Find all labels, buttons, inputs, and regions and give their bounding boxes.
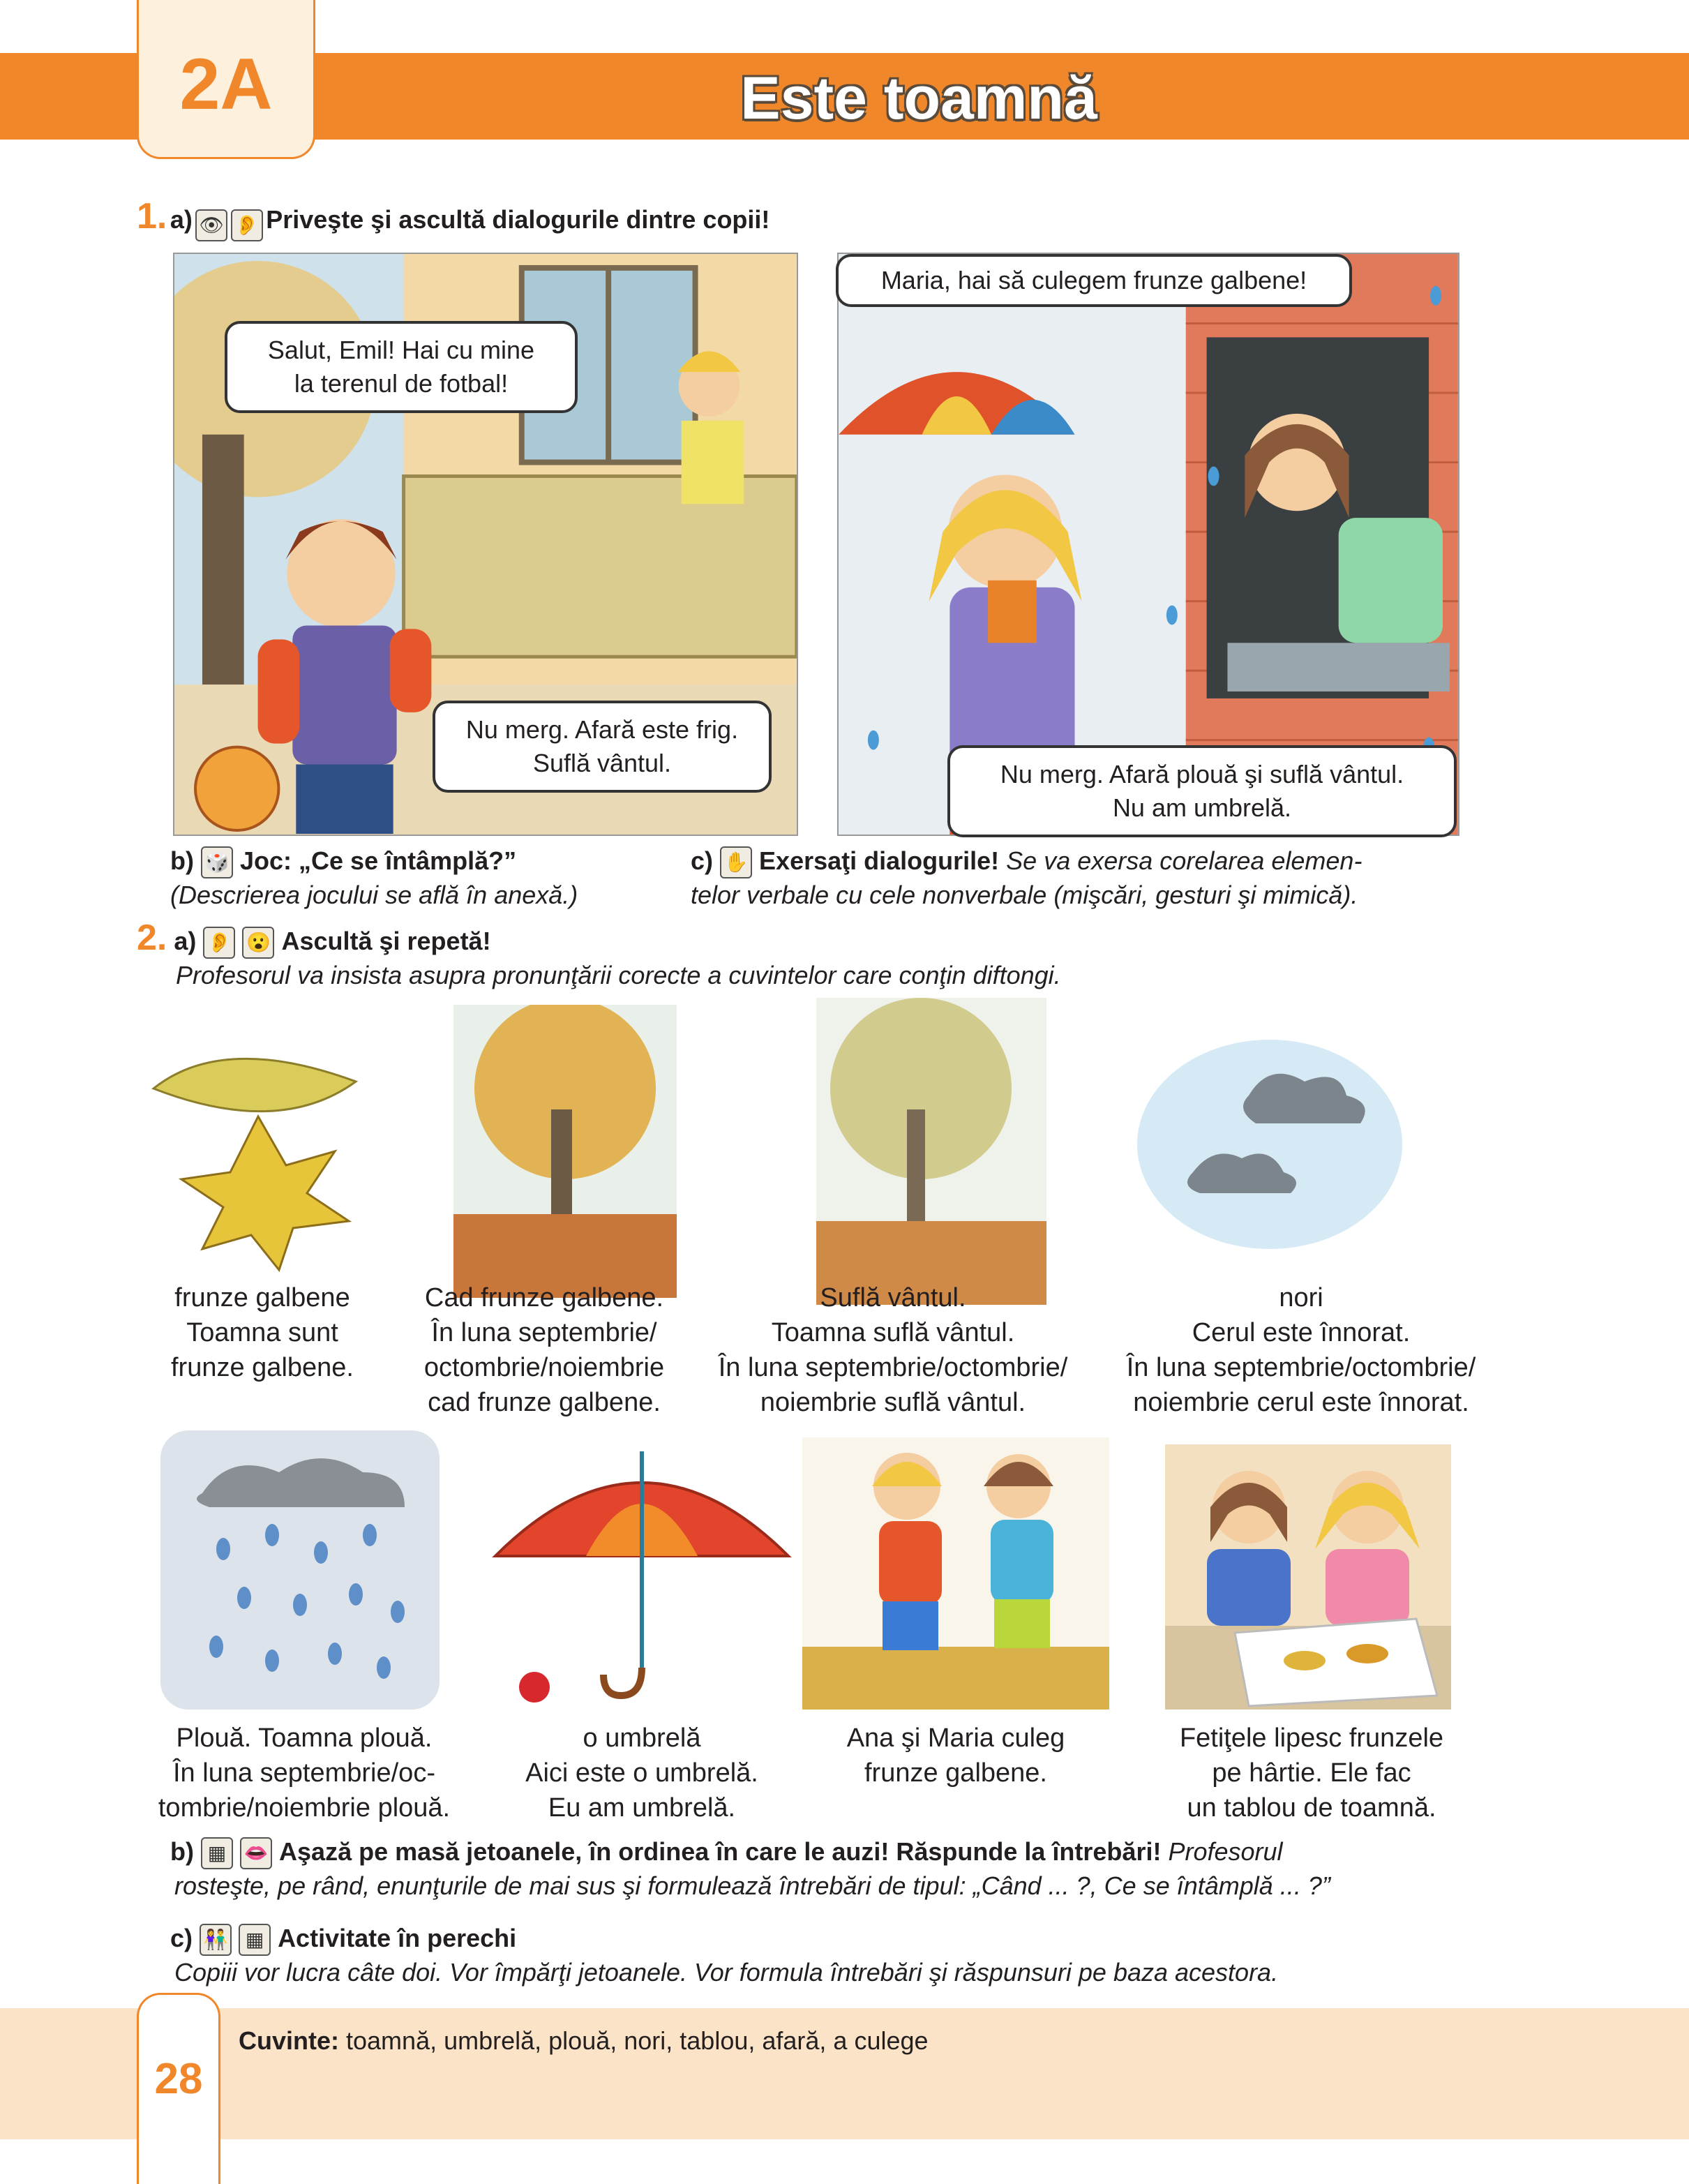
exercise-2a: [137, 918, 1532, 992]
subpoint-label: a): [174, 927, 197, 955]
bubble-line: Nu am umbrelă.: [1112, 793, 1292, 822]
caption-line: o umbrelă: [583, 1723, 701, 1753]
picture-caption: [1144, 1721, 1479, 1825]
caption-line: un tablou de toamnă.: [1187, 1793, 1436, 1823]
exercise-2b: [170, 1835, 1538, 1903]
note: telor verbale cu cele nonverbale (mişcări, gesturi şi mimică).: [691, 881, 1358, 910]
practice-icon: ✋: [720, 846, 752, 878]
caption-line: Cad frunze galbene.: [424, 1283, 664, 1312]
tree-falling-leaves-image: [453, 1005, 677, 1298]
girls-making-collage-image: [1165, 1444, 1451, 1710]
caption-line: frunze galbene.: [864, 1758, 1047, 1788]
unit-label: 2A: [179, 44, 273, 125]
ear-icon: 👂: [203, 927, 235, 959]
caption-line: pe hârtie. Ele fac: [1212, 1758, 1411, 1788]
subpoint-label: a): [170, 205, 193, 234]
exercise-1c: [691, 844, 1486, 912]
vocabulary-label: Cuvinte:: [239, 2026, 339, 2055]
umbrella-image: [488, 1437, 795, 1703]
cards-icon: ▦: [239, 1924, 271, 1956]
caption-line: frunze galbene: [174, 1283, 350, 1312]
caption-line: Eu am umbrelă.: [548, 1793, 736, 1823]
note: Profesorul va insista asupra pronunţării corecte a cuvintelor care conţin diftongi.: [176, 961, 1061, 990]
caption-line: tombrie/noiembrie plouă.: [158, 1793, 451, 1823]
yellow-leaves-image: [140, 1040, 377, 1277]
caption-line: Ana şi Maria culeg: [846, 1723, 1065, 1753]
game-icon: 🎲: [201, 846, 233, 878]
vocabulary-words: toamnă, umbrelă, plouă, nori, tablou, afară, a culege: [346, 2026, 929, 2055]
instruction: Activitate în perechi: [278, 1924, 517, 1952]
cards-icon: ▦: [201, 1837, 233, 1869]
ear-icon: 👂: [231, 209, 263, 241]
bubble-line: Salut, Emil! Hai cu mine: [267, 336, 535, 364]
caption-line: frunze galbene.: [171, 1353, 354, 1382]
exercise-number: 1.: [137, 196, 167, 237]
speech-bubble: [836, 254, 1352, 307]
subpoint-label: c): [691, 846, 714, 875]
caption-line: Cerul este înnorat.: [1192, 1318, 1411, 1347]
caption-line: Plouă. Toamna plouă.: [176, 1723, 433, 1753]
page-number: 28: [154, 2055, 203, 2103]
subpoint-label: c): [170, 1924, 193, 1952]
pair-icon: 👫: [200, 1924, 232, 1956]
exercise-number: 2.: [137, 918, 167, 958]
lesson-title: Este toamnă: [740, 65, 1097, 132]
picture-caption: [144, 1280, 381, 1385]
instruction: Priveşte şi ascultă dialogurile dintre copii!: [266, 205, 770, 234]
instruction: Exersaţi dialogurile!: [759, 846, 1000, 875]
picture-caption: [488, 1721, 795, 1825]
note: Copiii vor lucra câte doi. Vor împărţi jetoanele. Vor formula întrebări şi răspunsuri pe baza acestora.: [174, 1958, 1279, 1987]
caption-line: În luna septembrie/octombrie/: [718, 1353, 1068, 1382]
rain-image: [160, 1430, 440, 1710]
picture-caption: [398, 1280, 691, 1420]
note: Se va exersa corelarea elemen-: [1006, 846, 1363, 875]
vocabulary-line: [239, 2026, 929, 2056]
exercise-2c: [170, 1922, 1538, 1989]
eye-icon: 👁: [195, 209, 227, 241]
bubble-line: Suflă vântul.: [532, 749, 672, 777]
caption-line: nori: [1279, 1283, 1323, 1312]
instruction: Aşază pe masă jetoanele, în ordinea în care le auzi! Răspunde la întrebări!: [279, 1837, 1162, 1866]
subpoint-label: b): [170, 846, 194, 875]
bubble-line: Nu merg. Afară este frig.: [465, 715, 739, 744]
caption-line: În luna septembrie/oc-: [173, 1758, 435, 1788]
red-dot-marker: [519, 1672, 550, 1703]
picture-caption: [1102, 1280, 1500, 1420]
bubble-line: la terenul de fotbal!: [294, 369, 509, 398]
exercise-1b: [170, 844, 686, 912]
note: rosteşte, pe rând, enunţurile de mai sus şi formulează întrebări de tipul: „Când ... ?, Ce se întâmplă ... ?”: [174, 1871, 1330, 1901]
caption-line: Suflă vântul.: [820, 1283, 966, 1312]
caption-line: Aici este o umbrelă.: [525, 1758, 758, 1788]
girls-collecting-leaves-image: [802, 1437, 1109, 1710]
speech-bubble: [947, 745, 1457, 837]
caption-line: noiembrie cerul este înnorat.: [1133, 1388, 1469, 1417]
caption-line: Toamna suflă vântul.: [771, 1318, 1015, 1347]
caption-line: octombrie/noiembrie: [423, 1353, 665, 1382]
caption-line: În luna septembrie/: [431, 1318, 657, 1347]
caption-line: Fetiţele lipesc frunzele: [1179, 1723, 1444, 1753]
caption-line: În luna septembrie/octombrie/: [1126, 1353, 1476, 1382]
caption-line: noiembrie suflă vântul.: [760, 1388, 1026, 1417]
instruction: Ascultă şi repetă!: [281, 927, 491, 955]
subpoint-label: b): [170, 1837, 194, 1866]
picture-caption: [698, 1280, 1088, 1420]
bubble-line: Nu merg. Afară plouă şi suflă vântul.: [1000, 760, 1404, 788]
speaking-face-icon: 😮: [242, 927, 274, 959]
speech-bubble: [225, 321, 578, 413]
exercise-1-heading: [137, 195, 770, 241]
note: (Descrierea jocului se află în anexă.): [170, 881, 578, 910]
picture-caption: [816, 1721, 1095, 1790]
speech-bubble: [433, 701, 772, 793]
lips-icon: 👄: [240, 1837, 272, 1869]
caption-line: Toamna sunt: [186, 1318, 338, 1347]
clouds-image: [1137, 1040, 1402, 1249]
instruction: Joc: „Ce se întâmplă?”: [240, 846, 517, 875]
bubble-line: Maria, hai să culegem frunze galbene!: [880, 266, 1307, 294]
caption-line: cad frunze galbene.: [428, 1388, 661, 1417]
picture-caption: [137, 1721, 472, 1825]
windy-tree-image: [816, 998, 1046, 1305]
note: Profesorul: [1168, 1837, 1283, 1866]
